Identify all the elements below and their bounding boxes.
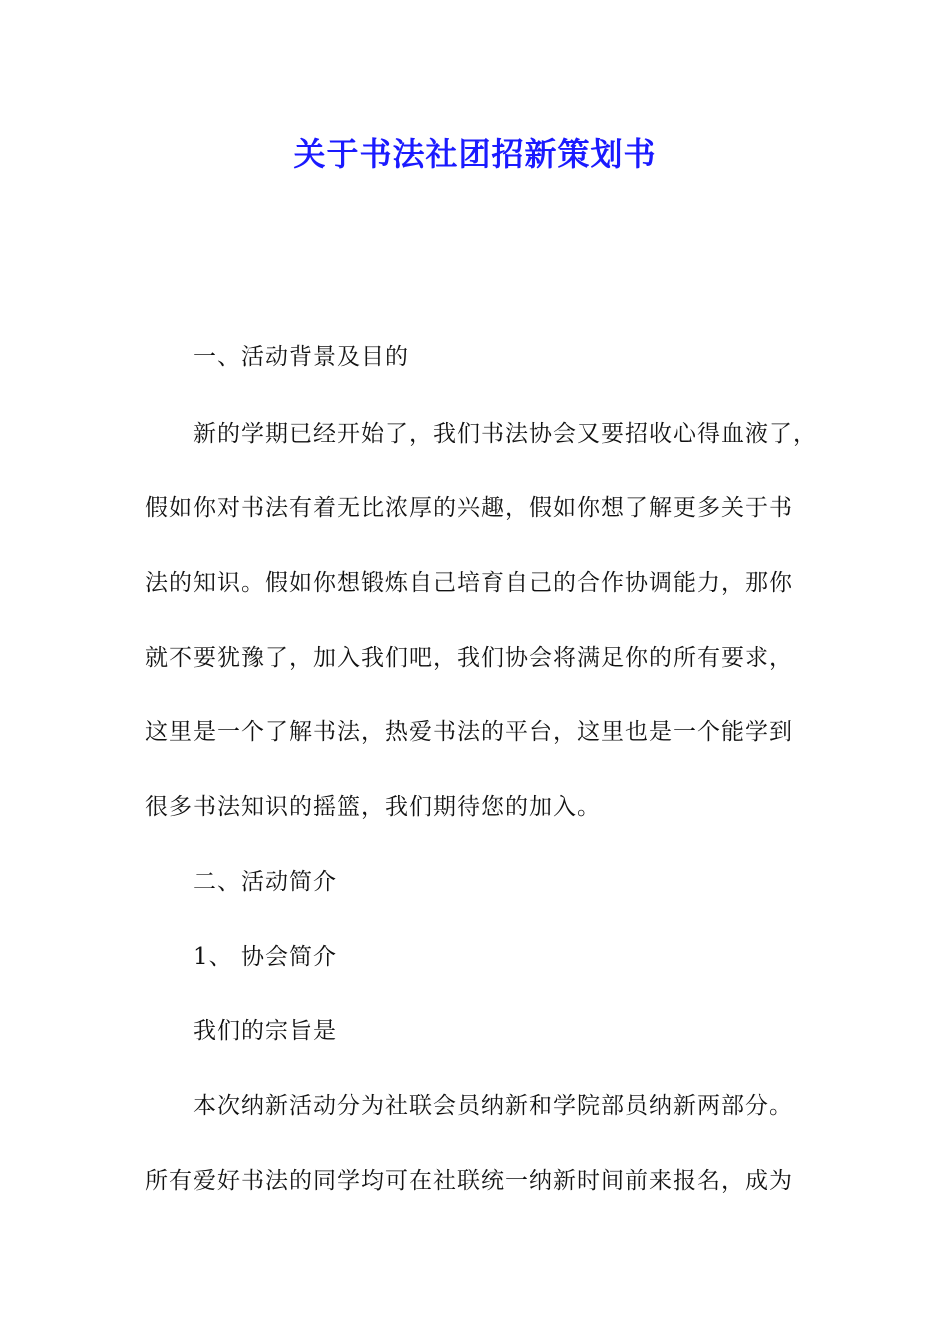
paragraph-line: 这里是一个了解书法，热爱书法的平台，这里也是一个能学到: [145, 719, 793, 745]
paragraph-line: 新的学期已经开始了，我们书法协会又要招收心得血液了，: [193, 421, 817, 447]
paragraph-line: 就不要犹豫了，加入我们吧，我们协会将满足你的所有要求，: [145, 645, 793, 671]
paragraph-line: 法的知识。假如你想锻炼自己培育自己的合作协调能力，那你: [145, 570, 793, 596]
paragraph-line: 本次纳新活动分为社联会员纳新和学院部员纳新两部分。: [193, 1093, 793, 1119]
document-title: 关于书法社团招新策划书: [293, 135, 657, 173]
section-heading-background: 一、活动背景及目的: [193, 344, 409, 370]
paragraph-line: 我们的宗旨是: [193, 1018, 337, 1044]
paragraph-line: 所有爱好书法的同学均可在社联统一纳新时间前来报名，成为: [145, 1168, 793, 1194]
paragraph-line: 假如你对书法有着无比浓厚的兴趣，假如你想了解更多关于书: [145, 495, 793, 521]
section-heading-intro: 二、活动简介: [193, 869, 337, 895]
paragraph-line: 很多书法知识的摇篮，我们期待您的加入。: [145, 794, 601, 820]
subsection-heading: 1、 协会简介: [193, 944, 337, 970]
